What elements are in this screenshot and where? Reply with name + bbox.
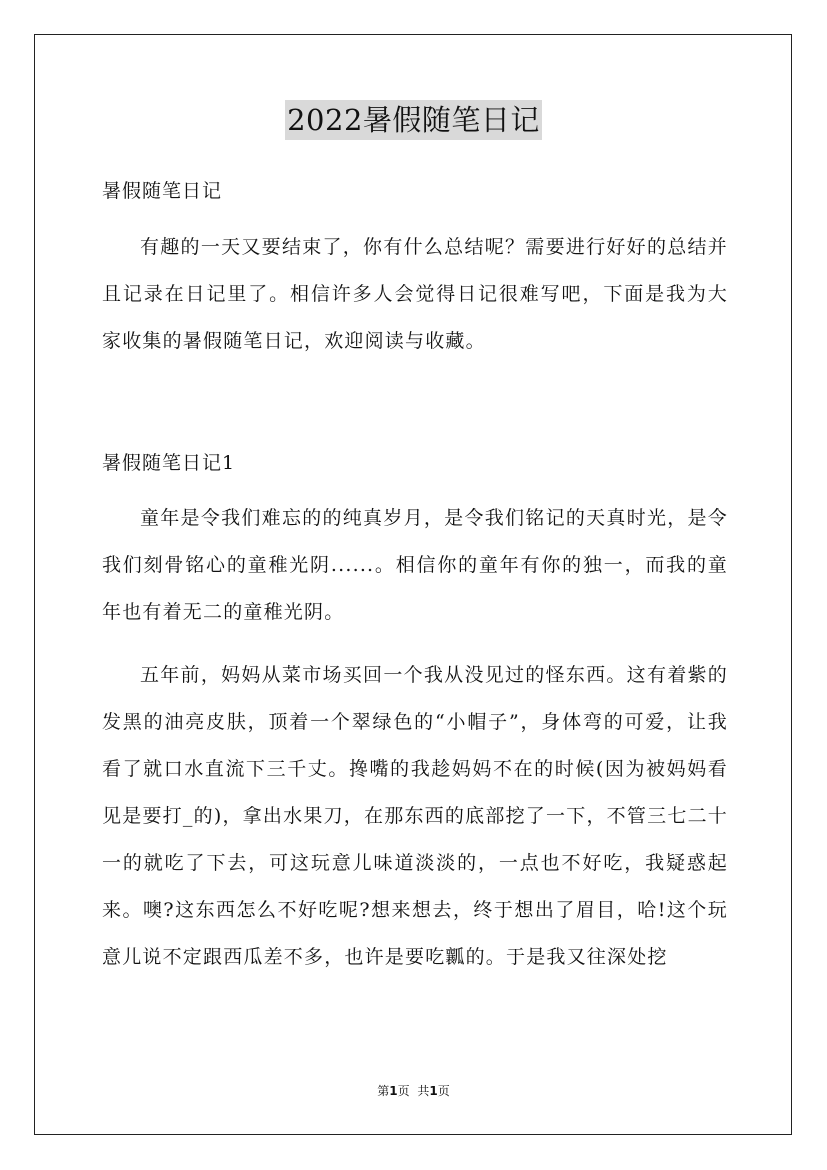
footer-total-word: 页 xyxy=(437,1084,450,1098)
paragraph-2: 五年前，妈妈从菜市场买回一个我从没见过的怪东西。这有着紫的发黑的油亮皮肤，顶着一个翠绿色的“小帽子”，身体弯的可爱，让我看了就口水直流下三千丈。搀嘴的我趁妈妈不在的时候(因为被妈妈看见是要打_的)，拿出水果刀，在那东西的底部挖了一下，不管三七二十一的就吃了下去，可这玩意儿味道淡淡的，一点也不好吃，我疑惑起来。噢?这东西怎么不好吃呢?想来想去，终于想出了眉目，哈!这个玩意儿说不定跟西瓜差不多，也许是要吃瓤的。于是我又往深处挖 xyxy=(102,664,728,968)
title-wrap xyxy=(0,100,827,140)
footer-prefix: 第 xyxy=(377,1084,390,1098)
paragraph-1: 童年是令我们难忘的的纯真岁月，是令我们铭记的天真时光，是令我们刻骨铭心的童稚光阴......。相信你的童年有你的独一，而我的童年也有着无二的童稚光阴。 xyxy=(102,507,728,623)
intro-paragraph: 有趣的一天又要结束了，你有什么总结呢？需要进行好好的总结并且记录在日记里了。相信许多人会觉得日记很难写吧，下面是我为大家收集的暑假随笔日记，欢迎阅读与收藏。 xyxy=(102,236,728,352)
footer-page-number: 1 xyxy=(389,1084,398,1098)
footer-total-prefix: 共 xyxy=(417,1084,430,1098)
section-1-block xyxy=(102,495,728,981)
page-footer xyxy=(0,1083,827,1099)
intro-block xyxy=(102,224,728,365)
footer-page-word: 页 xyxy=(397,1084,410,1098)
section-heading-1: 暑假随笔日记1 xyxy=(102,452,236,474)
footer-total-number: 1 xyxy=(429,1084,438,1098)
document-title: 2022暑假随笔日记 xyxy=(285,100,542,140)
section-heading-intro: 暑假随笔日记 xyxy=(102,180,223,202)
